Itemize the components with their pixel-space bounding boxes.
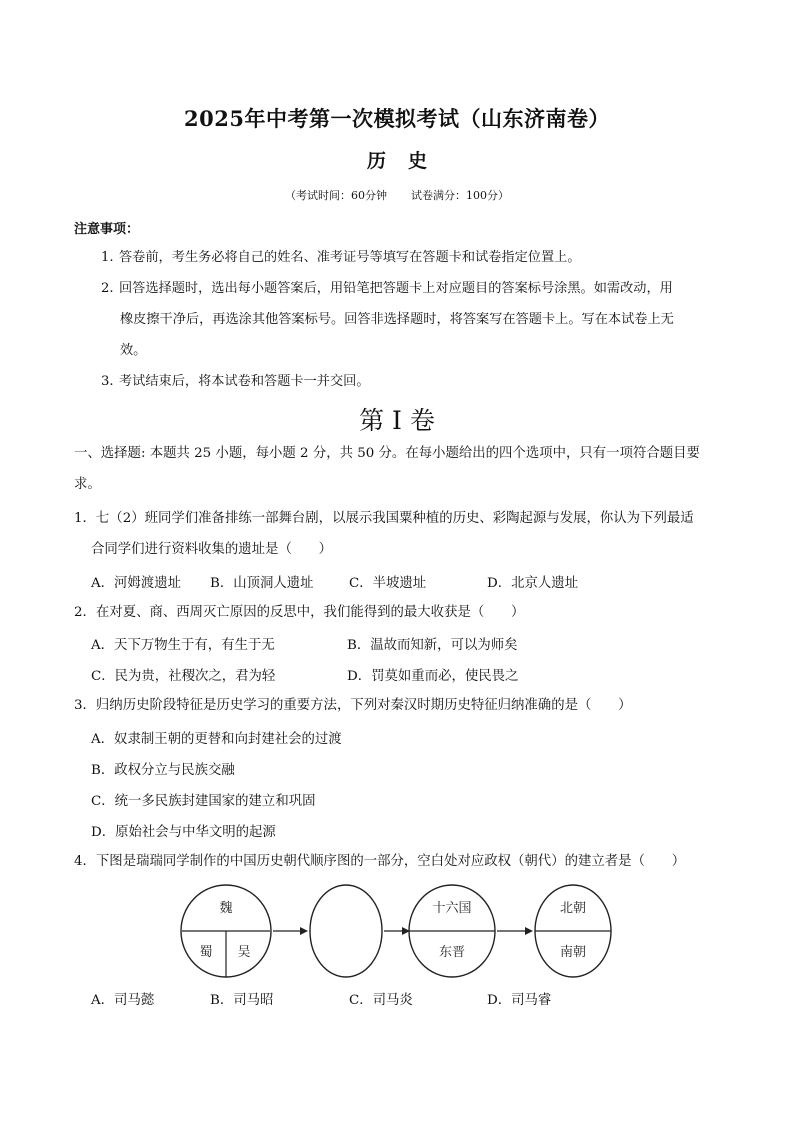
circle-blank (310, 885, 382, 977)
q2-option-d: D．罚莫如重而必，使民畏之 (347, 669, 519, 684)
q3-option-d: D．原始社会与中华文明的起源 (91, 825, 276, 840)
intro-line: 求。 (74, 477, 101, 492)
subject-char-2: 史 (408, 150, 428, 172)
notice-text: 回答选择题时，选出每小题答案后，用铅笔把答题卡上对应题目的答案标号涂黑。如需改动，用 (119, 281, 673, 296)
arrow-3-head (525, 927, 533, 935)
label-wei: 魏 (219, 901, 233, 916)
notice-item-2 (101, 273, 723, 366)
subject-heading (0, 146, 794, 173)
q2-option-c: C．民为贵，社稷次之，君为轻 (91, 669, 276, 684)
exam-meta (0, 187, 794, 203)
intro-line: 一、选择题: 本题共 25 小题，每小题 2 分，共 50 分。在每小题给出的四个选项中，只有一项符合题目要 (74, 446, 700, 461)
label-southern-dynasties: 南朝 (559, 945, 587, 960)
q4-option-b: B．司马昭 (210, 993, 274, 1008)
q1-option-c: C．半坡遗址 (349, 576, 427, 591)
notice-text: 橡皮擦干净后，再选涂其他答案标号。回答非选择题时，将答案写在答题卡上。写在本试卷上无 (120, 312, 674, 327)
notice-text: 答卷前，考生务必将自己的姓名、准考证号等填写在答题卡和试卷指定位置上。 (119, 250, 581, 265)
q1-option-a: A．河姆渡遗址 (91, 576, 182, 591)
full-score: 试卷满分：100分） (411, 189, 509, 202)
q4-option-c: C．司马炎 (349, 993, 413, 1008)
stem-line: 1．七（2）班同学们准备排练一部舞台剧，以展示我国粟种植的历史、彩陶起源与发展，你认为下列最适 (74, 511, 694, 526)
q3-option-c: C．统一多民族封建国家的建立和巩固 (91, 794, 316, 809)
q2-option-a: A．天下万物生于有，有生于无 (91, 638, 275, 653)
notice-num: 3. (101, 374, 114, 389)
q3-option-a: A．奴隶制王朝的更替和向封建社会的过渡 (91, 732, 342, 747)
question-1-stem (74, 503, 734, 565)
notice-num: 1. (101, 250, 114, 265)
q3-option-b: B．政权分立与民族交融 (91, 763, 235, 778)
stem-line: 合同学们进行资料收集的遗址是（ ） (91, 542, 333, 557)
notice-text: 效。 (120, 343, 147, 358)
label-shu: 蜀 (199, 945, 213, 960)
exam-title: 2025年中考第一次模拟考试（山东济南卷） (184, 106, 610, 131)
question-4-stem: 4．下图是瑞瑞同学制作的中国历史朝代顺序图的一部分，空白处对应政权（朝代）的建立者是（ ） (74, 854, 686, 869)
q2-option-b: B．温故而知新，可以为师矣 (347, 638, 518, 653)
q1-option-d: D．北京人遗址 (487, 576, 579, 591)
label-eastern-jin: 东晋 (438, 945, 466, 960)
label-wu: 吴 (237, 945, 251, 960)
label-northern-dynasties: 北朝 (559, 901, 587, 916)
subject-char-1: 历 (366, 150, 386, 172)
exam-time: （考试时间：60分钟 (285, 189, 387, 202)
q4-option-d: D．司马睿 (487, 993, 552, 1008)
arrow-1-head (300, 927, 308, 935)
label-sixteen-kingdoms: 十六国 (432, 901, 472, 916)
notice-num: 2. (101, 281, 114, 296)
question-2-stem: 2．在对夏、商、西周灭亡原因的反思中，我们能得到的最大收获是（ ） (74, 605, 525, 620)
q1-option-b: B．山顶洞人遗址 (210, 576, 314, 591)
section-intro (74, 438, 734, 500)
notice-text: 考试结束后，将本试卷和答题卡一并交回。 (119, 374, 370, 389)
dynasty-sequence-diagram (180, 881, 620, 981)
section-heading: 第 I 卷 (359, 406, 435, 435)
q4-option-a: A．司马懿 (91, 993, 155, 1008)
notice-item-1 (101, 242, 723, 273)
notice-heading: 注意事项： (74, 222, 140, 237)
question-3-stem: 3．归纳历史阶段特征是历史学习的重要方法，下列对秦汉时期历史特征归纳准确的是（ ） (74, 698, 632, 713)
notice-item-3 (101, 366, 723, 397)
